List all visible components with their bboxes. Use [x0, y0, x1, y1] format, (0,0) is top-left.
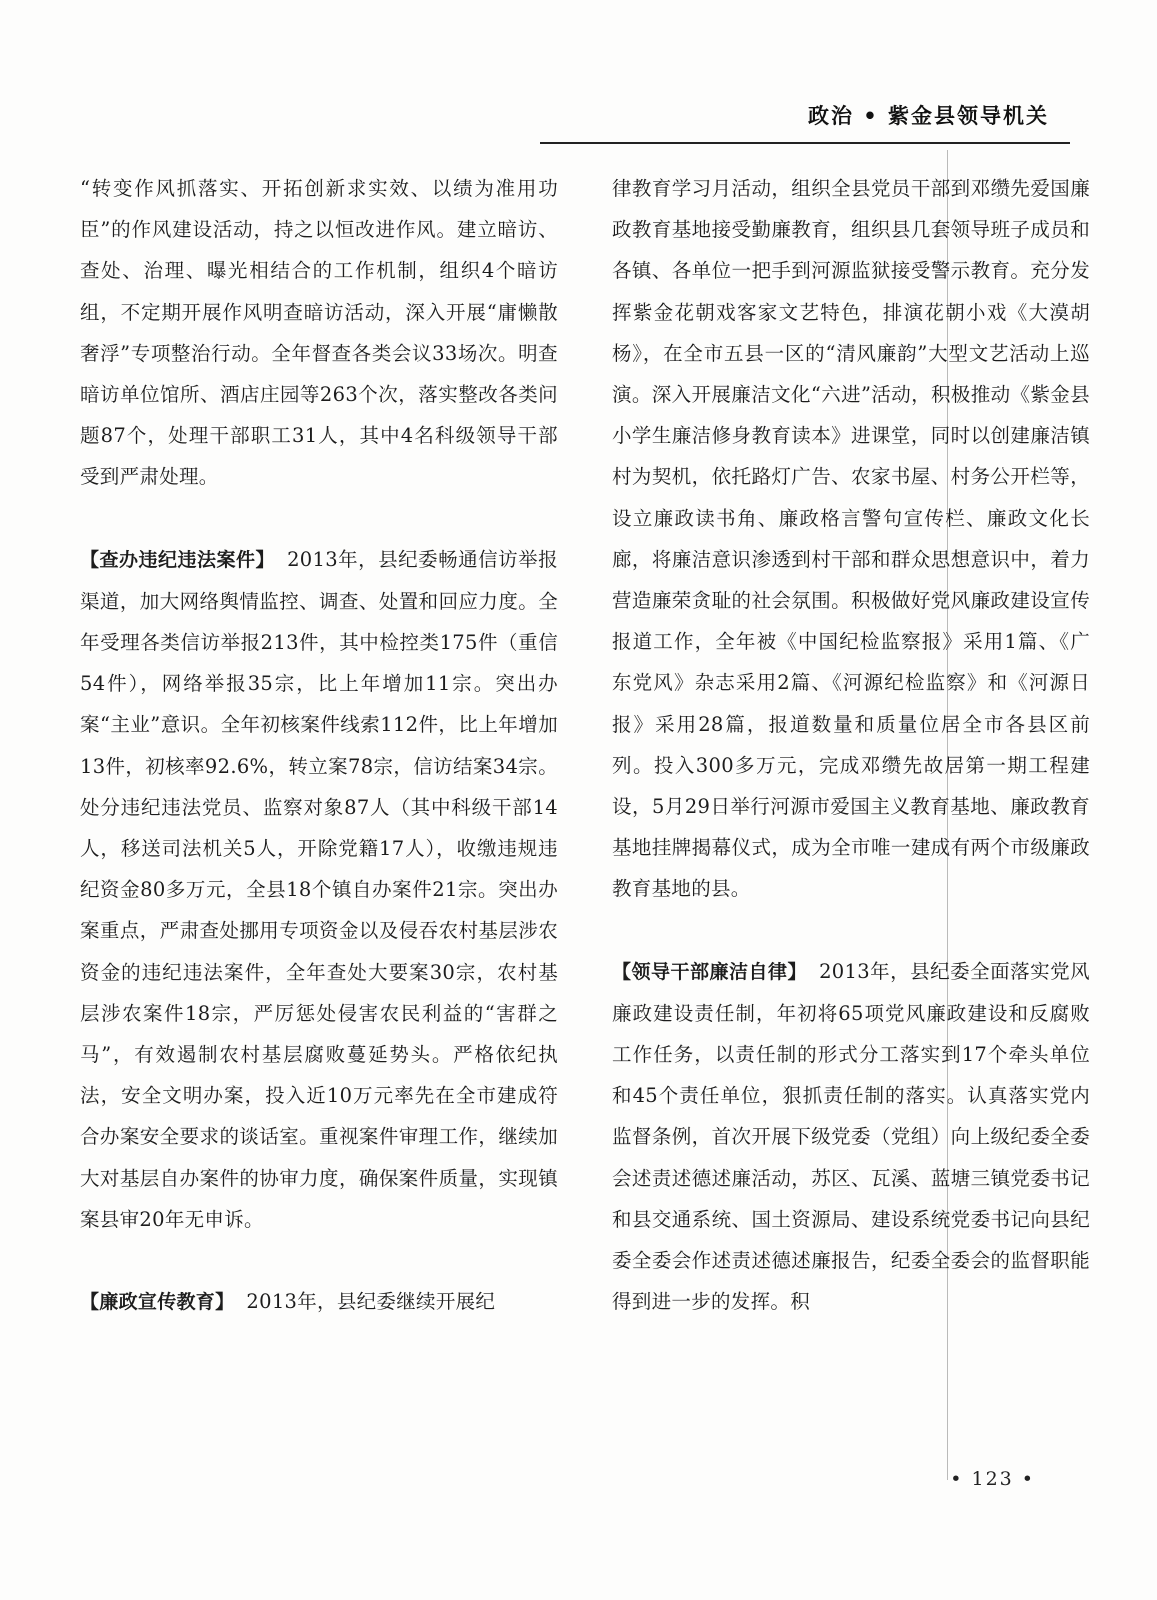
scan-artifact-line [947, 150, 948, 1480]
left-column [80, 168, 558, 1323]
page-number: • 123 • [950, 1468, 1035, 1490]
section-title-selfdiscipline: 【领导干部廉洁自律】 [612, 960, 808, 983]
section-education [80, 1281, 558, 1323]
running-header: 政治 • 紫金县领导机关 [807, 104, 1049, 128]
section-cases [80, 539, 558, 1240]
section-text-education: 2013年，县纪委继续开展纪 [246, 1290, 496, 1314]
right-column [612, 168, 1090, 1322]
continued-paragraph [612, 168, 1090, 910]
section-text-selfdiscipline: 2013年，县纪委全面落实党风廉政建设责任制，年初将65项党风廉政建设和反腐败工作任务，以责任制的形式分工落实到17个牵头单位和45个责任单位，狠抓责任制的落实。认真落实党内监督条例，首次开展下级党委（党组）向上级纪委全委会述责述德述廉活动，苏区、瓦溪、蓝塘三镇党委书记和县交通系统、国土资源局、建设系统党委书记向县纪委全委会作述责述德述廉报告，纪委全委会的监督职能得到进一步的发挥。积 [612, 959, 1090, 1314]
section-title-cases: 【查办违纪违法案件】 [80, 548, 276, 571]
section-title-education: 【廉政宣传教育】 [80, 1291, 235, 1314]
section-selfdiscipline [612, 951, 1090, 1323]
intro-paragraph [80, 168, 558, 498]
continued-text: 律教育学习月活动，组织全县党员干部到邓缵先爱国廉政教育基地接受勤廉教育，组织县几套领导班子成员和各镇、各单位一把手到河源监狱接受警示教育。充分发挥紫金花朝戏客家文艺特色，排演花朝小戏《大漠胡杨》，在全市五县一区的“清风廉韵”大型文艺活动上巡演。深入开展廉洁文化“六进”活动，积极推动《紫金县小学生廉洁修身教育读本》进课堂，同时以创建廉洁镇村为契机，依托路灯广告、农家书屋、村务公开栏等，设立廉政读书角、廉政格言警句宣传栏、廉政文化长廊，将廉洁意识渗透到村干部和群众思想意识中，着力营造廉荣贪耻的社会氛围。积极做好党风廉政建设宣传报道工作，全年被《中国纪检监察报》采用1篇、《广东党风》杂志采用2篇、《河源纪检监察》和《河源日报》采用28篇，报道数量和质量位居全市各县区前列。投入300多万元，完成邓缵先故居第一期工程建设，5月29日举行河源市爱国主义教育基地、廉政教育基地挂牌揭幕仪式，成为全市唯一建成有两个市级廉政教育基地的县。 [612, 177, 1090, 901]
section-text-cases: 2013年，县纪委畅通信访举报渠道，加大网络舆情监控、调查、处置和回应力度。全年受理各类信访举报213件，其中检控类175件（重信54件），网络举报35宗，比上年增加11宗。突出办案“主业”意识。全年初核案件线索112件，比上年增加13件，初核率92.6%，转立案78宗，信访结案34宗。处分违纪违法党员、监察对象87人（其中科级干部14人，移送司法机关5人，开除党籍17人），收缴违规违纪资金80多万元，全县18个镇自办案件21宗。突出办案重点，严肃查处挪用专项资金以及侵吞农村基层涉农资金的违纪违法案件，全年查处大要案30宗，农村基层涉农案件18宗，严厉惩处侵害农民利益的“害群之马”，有效遏制农村基层腐败蔓延势头。严格依纪执法，安全文明办案，投入近10万元率先在全市建成符合办案安全要求的谈话室。重视案件审理工作，继续加大对基层自办案件的协审力度，确保案件质量，实现镇案县审20年无申诉。 [80, 547, 558, 1231]
header-rule [540, 142, 1070, 144]
intro-text: “转变作风抓落实、开拓创新求实效、以绩为准用功臣”的作风建设活动，持之以恒改进作风。建立暗访、查处、治理、曝光相结合的工作机制，组织4个暗访组，不定期开展作风明查暗访活动，深入开展“庸懒散奢浮”专项整治行动。全年督查各类会议33场次。明查暗访单位馆所、酒店庄园等263个次，落实整改各类问题87个，处理干部职工31人，其中4名科级领导干部受到严肃处理。 [80, 177, 558, 489]
